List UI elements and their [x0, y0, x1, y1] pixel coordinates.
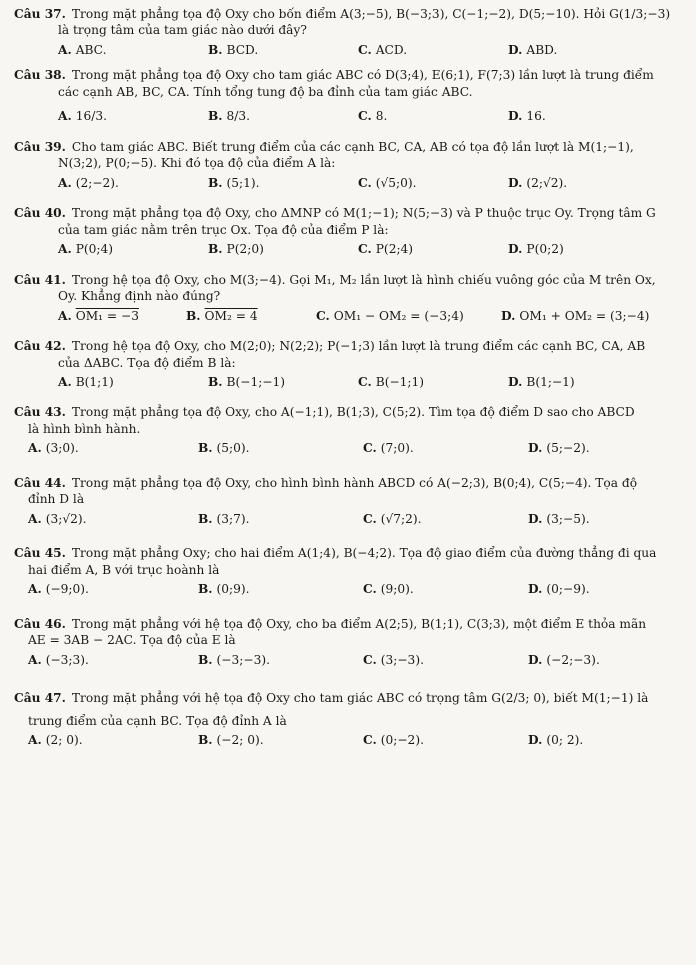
option-b[interactable]: B. (−2; 0).	[198, 733, 264, 747]
option-a[interactable]: A. B(1;1)	[58, 374, 114, 389]
question-stem-continued: là hình bình hành.	[28, 421, 141, 436]
question-number: Câu 37.	[14, 7, 66, 21]
question-stem-continued: hai điểm A, B với trục hoành là	[28, 562, 220, 577]
option-d[interactable]: D. (−2;−3).	[528, 652, 600, 667]
question-number: Câu 42.	[14, 339, 66, 354]
option-b[interactable]: B. OM₂ = 4	[186, 308, 258, 323]
question-stem-continued: của tam giác nằm trên trục Ox. Tọa độ của điểm P là:	[58, 222, 389, 237]
option-d[interactable]: D. (3;−5).	[528, 511, 590, 526]
option-c[interactable]: C. OM₁ − OM₂ = (−3;4)	[316, 308, 464, 323]
option-d[interactable]: D. (5;−2).	[528, 441, 590, 456]
question-number: Câu 45.	[14, 546, 66, 561]
question-stem: Trong mặt phẳng với hệ tọa độ Oxy, cho ba điểm A(2;5), B(1;1), C(3;3), một điểm E thỏa mãn	[71, 616, 647, 631]
options	[14, 652, 682, 668]
question-stem-continued: các cạnh AB, BC, CA. Tính tổng tung độ ba đỉnh của tam giác ABC.	[58, 84, 473, 99]
question-43	[14, 404, 682, 456]
option-d[interactable]: D. (2;√2).	[508, 175, 568, 190]
question-39	[14, 139, 682, 191]
option-b[interactable]: B. (0;9).	[198, 582, 250, 597]
option-a[interactable]: A. (2;−2).	[58, 175, 119, 190]
option-a[interactable]: A. (3;0).	[28, 441, 79, 456]
option-c[interactable]: C. (√7;2).	[363, 511, 422, 526]
question-stem-continued: của ΔABC. Tọa độ điểm B là:	[58, 355, 236, 370]
options	[14, 42, 682, 58]
option-a[interactable]: A. ABC.	[58, 42, 107, 57]
question-stem: Trong mặt phẳng tọa độ Oxy, cho A(−1;1), B(1;3), C(5;2). Tìm tọa độ điểm D sao cho ABCD	[71, 405, 635, 420]
option-b[interactable]: B. (5;1).	[208, 175, 260, 190]
question-37	[14, 6, 682, 58]
option-c[interactable]: C. P(2;4)	[358, 242, 414, 257]
question-number: Câu 41.	[14, 272, 66, 287]
option-d[interactable]: D. ABD.	[508, 42, 558, 57]
question-number: Câu 46.	[14, 616, 66, 631]
options	[14, 511, 682, 527]
option-d[interactable]: D. OM₁ + OM₂ = (3;−4)	[501, 308, 650, 323]
option-b[interactable]: B. 8/3.	[208, 109, 251, 124]
question-number: Câu 43.	[14, 405, 66, 420]
option-b[interactable]: B. (−3;−3).	[198, 652, 270, 667]
options	[14, 308, 682, 324]
option-a[interactable]: A. (2; 0).	[28, 733, 83, 747]
option-b[interactable]: B. P(2;0)	[208, 242, 264, 257]
question-stem: Trong hệ tọa độ Oxy, cho M(2;0); N(2;2); P(−1;3) lần lượt là trung điểm các cạnh BC, CA, AB	[71, 339, 646, 354]
option-a[interactable]: A. P(0;4)	[58, 242, 114, 257]
question-stem-continued: Oy. Khẳng định nào đúng?	[58, 289, 221, 304]
question-stem: Trong mặt phẳng tọa độ Oxy, cho ΔMNP có M(1;−1); N(5;−3) và P thuộc trục Oy. Trọng tâm G	[71, 206, 656, 221]
option-c[interactable]: C. B(−1;1)	[358, 374, 425, 389]
option-a[interactable]: A. 16/3.	[58, 109, 107, 124]
option-d[interactable]: D. 16.	[508, 109, 546, 124]
option-a[interactable]: A. (3;√2).	[28, 511, 87, 526]
option-c[interactable]: C. ACD.	[358, 42, 408, 57]
question-stem: Trong hệ tọa độ Oxy, cho M(3;−4). Gọi M₁, M₂ lần lượt là hình chiếu vuông góc của M trên Ox,	[71, 272, 656, 287]
question-42	[14, 338, 682, 390]
question-stem: Trong mặt phẳng tọa độ Oxy cho bốn điểm A(3;−5), B(−3;3), C(−1;−2), D(5;−10). Hỏi G(1/3;−3)	[71, 7, 671, 21]
option-b[interactable]: B. B(−1;−1)	[208, 374, 286, 389]
question-46	[14, 616, 682, 668]
question-stem-continued: trung điểm của cạnh BC. Tọa độ đỉnh A là	[28, 713, 287, 728]
question-stem-continued: N(3;2), P(0;−5). Khi đó tọa độ của điểm A là:	[58, 156, 336, 171]
option-c[interactable]: C. (0;−2).	[363, 733, 424, 747]
option-d[interactable]: D. P(0;2)	[508, 242, 564, 257]
option-d[interactable]: D. (0; 2).	[528, 733, 584, 747]
question-stem-continued: là trọng tâm của tam giác nào dưới đây?	[58, 23, 307, 38]
options	[14, 108, 682, 124]
options	[14, 175, 682, 191]
question-number: Câu 47.	[14, 691, 66, 706]
question-number: Câu 38.	[14, 68, 66, 83]
options	[14, 440, 682, 456]
question-stem: Trong mặt phẳng tọa độ Oxy, cho hình bình hành ABCD có A(−2;3), B(0;4), C(5;−4). Tọa độ	[71, 475, 638, 490]
option-c[interactable]: C. (3;−3).	[363, 652, 424, 667]
question-45	[14, 545, 682, 597]
question-stem-continued: đỉnh D là	[28, 492, 85, 507]
options	[14, 732, 682, 748]
option-b[interactable]: B. (3;7).	[198, 511, 250, 526]
question-47	[14, 690, 682, 748]
question-40	[14, 205, 682, 257]
option-c[interactable]: C. 8.	[358, 109, 388, 124]
question-stem: Cho tam giác ABC. Biết trung điểm của các cạnh BC, CA, AB có tọa độ lần lượt là M(1;−1),	[71, 139, 634, 154]
question-38	[14, 67, 682, 124]
question-stem-continued: AE = 3AB − 2AC. Tọa độ của E là	[28, 633, 236, 648]
option-b[interactable]: B. (5;0).	[198, 441, 250, 456]
question-stem: Trong mặt phẳng tọa độ Oxy cho tam giác ABC có D(3;4), E(6;1), F(7;3) lần lượt là trung điểm	[71, 68, 654, 83]
option-c[interactable]: C. (9;0).	[363, 582, 414, 597]
options	[14, 581, 682, 597]
question-44	[14, 475, 682, 527]
question-number: Câu 39.	[14, 139, 66, 154]
option-c[interactable]: C. (7;0).	[363, 441, 414, 456]
options	[14, 374, 682, 390]
option-d[interactable]: D. (0;−9).	[528, 582, 590, 597]
question-stem: Trong mặt phẳng Oxy; cho hai điểm A(1;4), B(−4;2). Tọa độ giao điểm của đường thẳng đi qua	[71, 546, 657, 561]
option-a[interactable]: A. (−3;3).	[28, 652, 89, 667]
question-stem: Trong mặt phẳng với hệ tọa độ Oxy cho tam giác ABC có trọng tâm G(2/3; 0), biết M(1;−1) là	[71, 691, 649, 706]
option-a[interactable]: A. OM₁ = −3	[58, 308, 139, 323]
option-b[interactable]: B. BCD.	[208, 42, 259, 57]
option-c[interactable]: C. (√5;0).	[358, 175, 417, 190]
option-d[interactable]: D. B(1;−1)	[508, 374, 575, 389]
option-a[interactable]: A. (−9;0).	[28, 582, 89, 597]
question-number: Câu 40.	[14, 206, 66, 221]
options	[14, 241, 682, 257]
question-number: Câu 44.	[14, 475, 66, 490]
question-41	[14, 272, 682, 324]
